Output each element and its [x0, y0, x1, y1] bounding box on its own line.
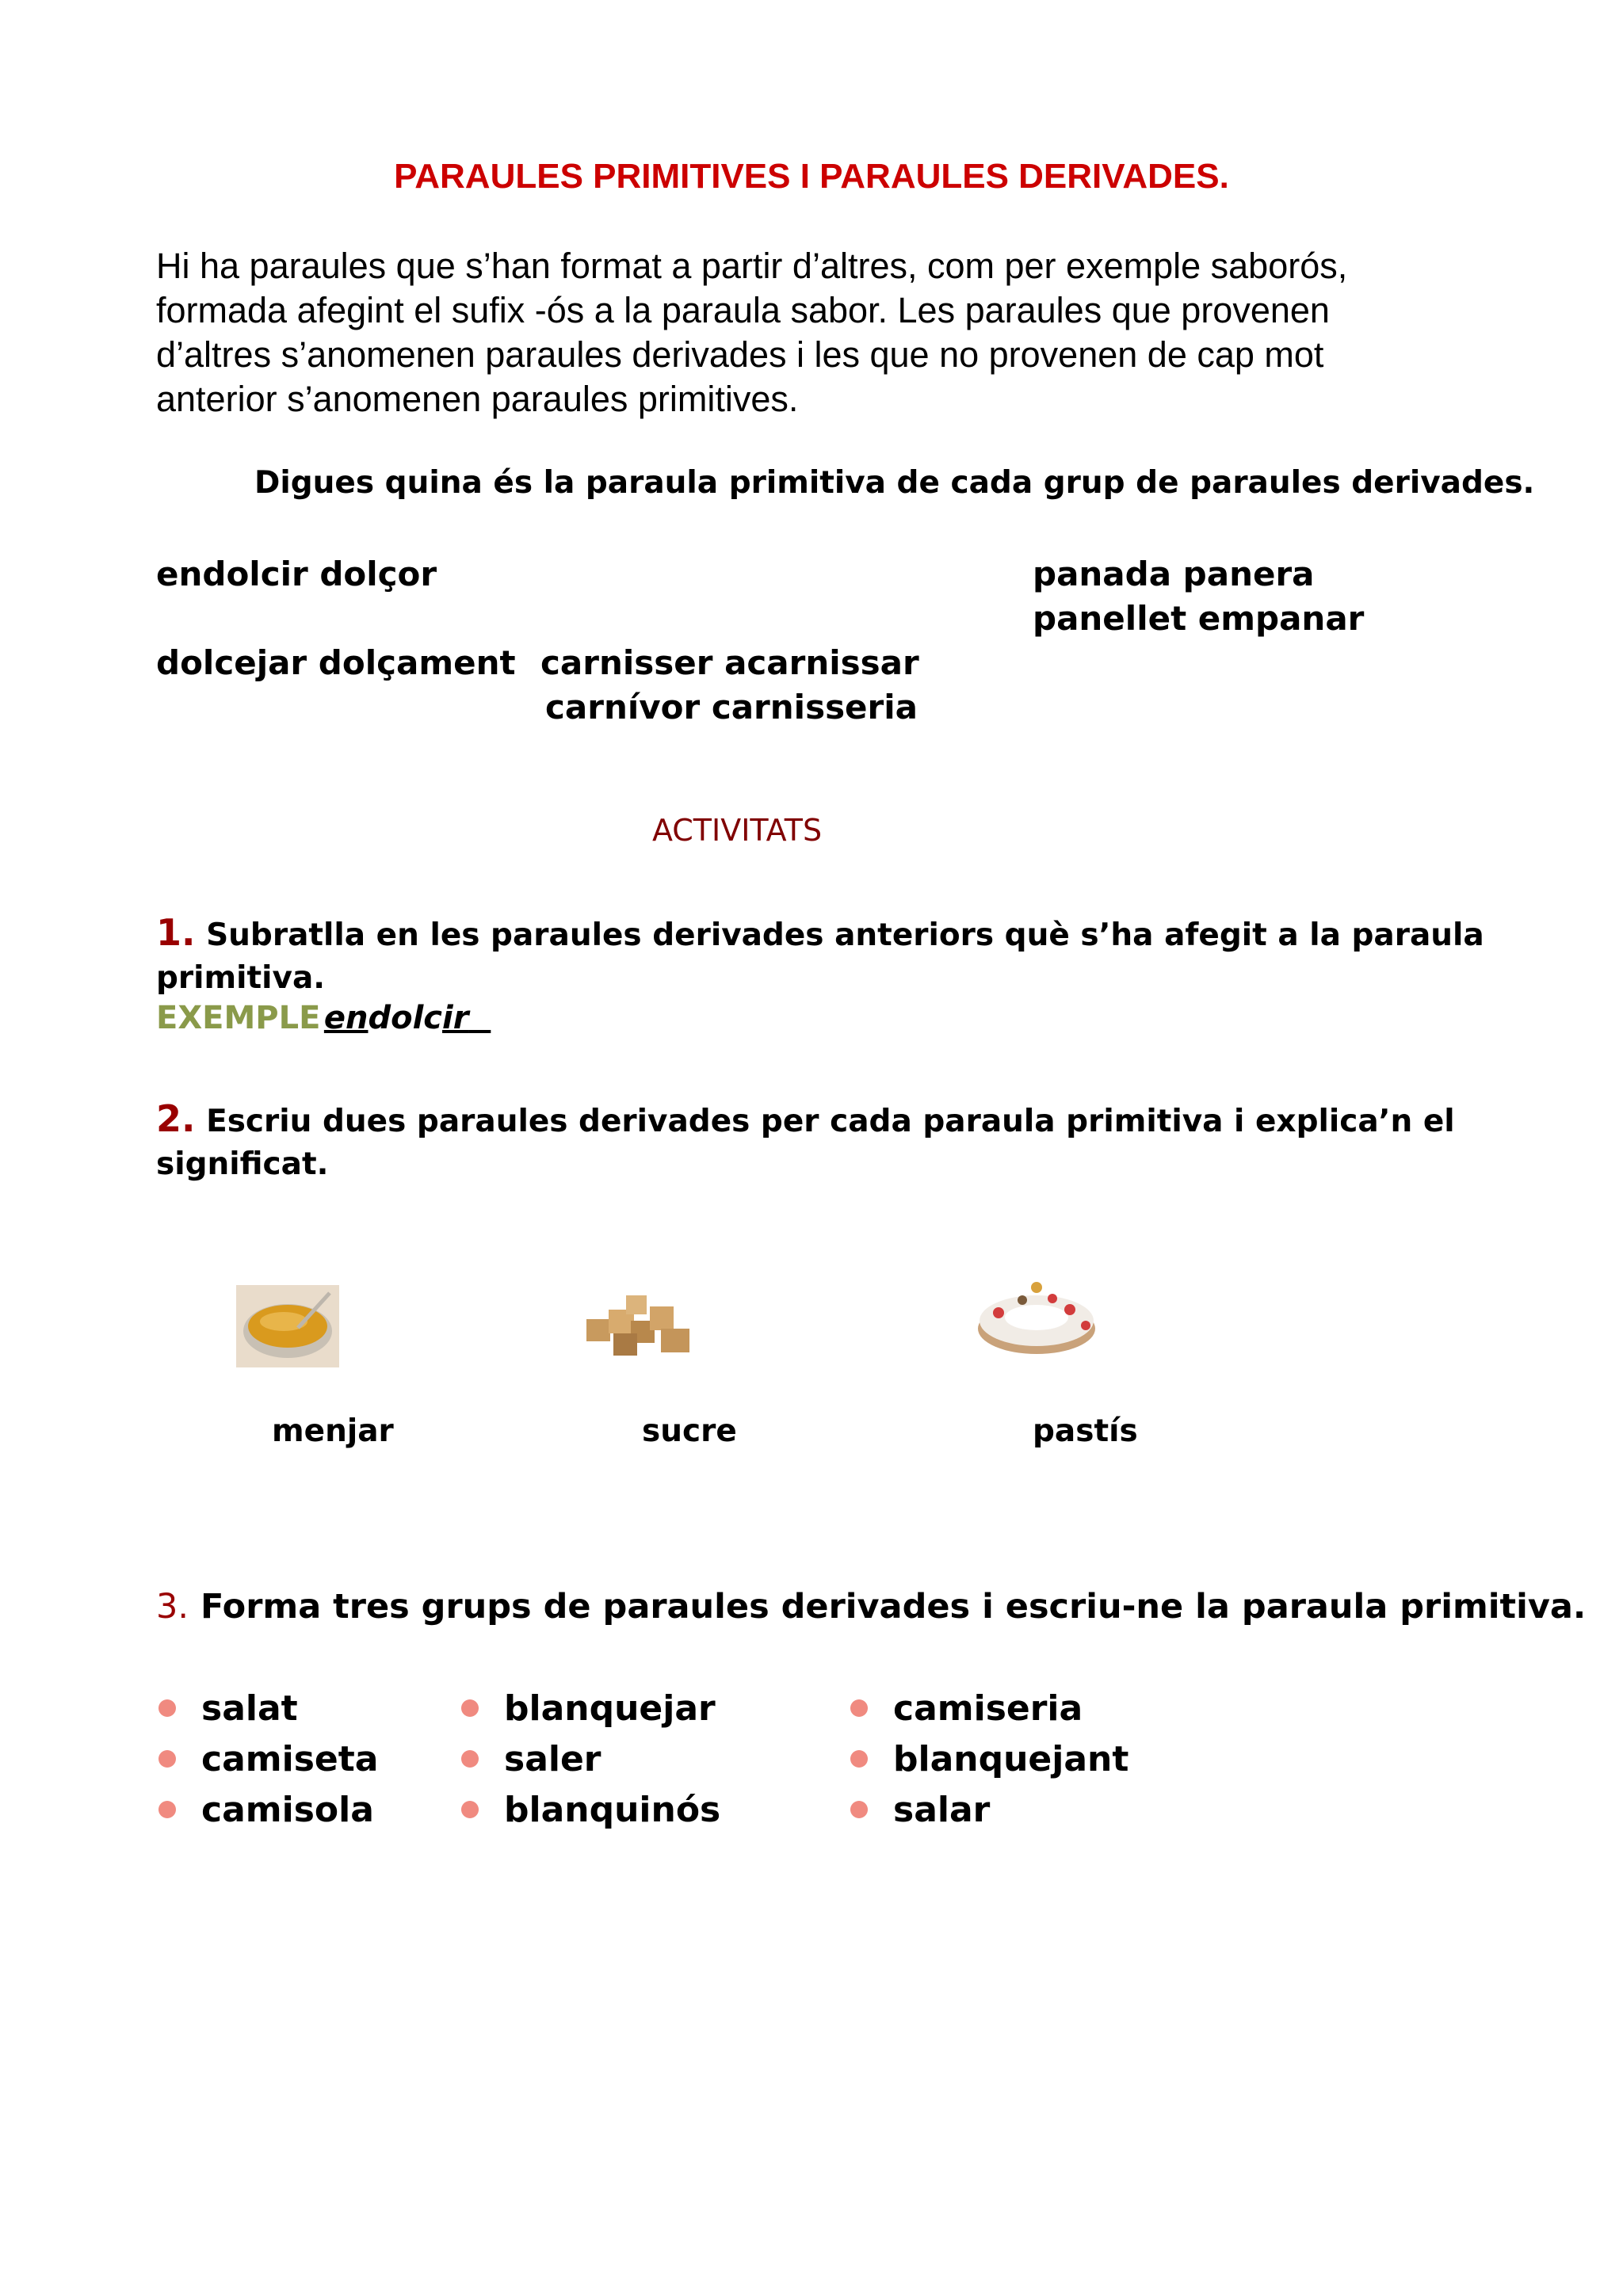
page-title: PARAULES PRIMITIVES I PARAULES DERIVADES. [394, 157, 1229, 196]
group-dolc-line1: endolcir dolçor [156, 555, 437, 593]
question-text: Escriu dues paraules derivades per cada paraula primitiva i explica’n el [206, 1104, 1455, 1139]
bullet-icon [461, 1801, 479, 1818]
bullet-icon [850, 1750, 868, 1768]
example-label: EXEMPLE [156, 1000, 321, 1036]
intro-line: anterior s’anomenen paraules primitives. [156, 379, 799, 419]
cake-image [975, 1272, 1098, 1359]
group-dolc-line2: dolcejar dolçament [156, 643, 516, 682]
bullet-icon [461, 1750, 479, 1768]
example-row [156, 1000, 491, 1036]
example-prefix: en [323, 1000, 369, 1036]
bullet-icon [461, 1699, 479, 1717]
instruction: Digues quina és la paraula primitiva de cada grup de paraules derivades. [254, 465, 1535, 501]
question-2 [156, 1096, 1455, 1145]
question-text: Forma tres grups de paraules derivades i escriu-ne la paraula primitiva. [200, 1587, 1587, 1627]
list-item: camisola [158, 1785, 378, 1836]
question-number: 2. [156, 1097, 196, 1140]
word-list-col1 [158, 1684, 378, 1836]
example-trail [468, 1000, 491, 1036]
bullet-icon [158, 1750, 176, 1768]
intro-paragraph [156, 244, 1472, 421]
question-number: 3. [156, 1587, 189, 1627]
word-list-col3 [850, 1684, 1128, 1836]
list-item: saler [461, 1734, 720, 1785]
sugar-cubes-image [579, 1287, 697, 1359]
list-item: blanquinós [461, 1785, 720, 1836]
list-item: salar [850, 1785, 1128, 1836]
word-list-col2 [461, 1684, 720, 1836]
bullet-icon [158, 1801, 176, 1818]
question-1 [156, 910, 1484, 959]
bullet-icon [850, 1699, 868, 1717]
intro-line: d’altres s’anomenen paraules derivades i les que no provenen de cap mot [156, 334, 1324, 375]
activities-heading: ACTIVITATS [651, 813, 823, 848]
example-suffix: ir [442, 1000, 469, 1036]
list-item: blanquejar [461, 1684, 720, 1734]
group-pa-line2: panellet empanar [1033, 599, 1365, 638]
intro-line: Hi ha paraules que s’han format a partir d’altres, com per exemple saborós, [156, 246, 1348, 286]
question-number: 1. [156, 911, 196, 954]
question-3 [156, 1587, 1586, 1627]
list-item: camiseria [850, 1684, 1128, 1734]
list-item: camiseta [158, 1734, 378, 1785]
bullet-icon [158, 1699, 176, 1717]
question-2-line2: significat. [156, 1146, 329, 1182]
intro-line: formada afegint el sufix -ós a la paraula sabor. Les paraules que provenen [156, 290, 1330, 330]
picture-label-menjar: menjar [272, 1413, 394, 1449]
group-pa-line1: panada panera [1033, 555, 1315, 593]
picture-label-pastis: pastís [1033, 1413, 1138, 1449]
question-text: Subratlla en les paraules derivades anteriors què s’ha afegit a la paraula [206, 917, 1484, 953]
group-carn-line1: carnisser acarnissar [540, 643, 919, 682]
example-word [324, 1000, 491, 1036]
group-carn-line2: carnívor carnisseria [545, 688, 918, 727]
question-1-line2: primitiva. [156, 960, 326, 996]
list-item: blanquejant [850, 1734, 1128, 1785]
bullet-icon [850, 1801, 868, 1818]
soup-bowl-image [236, 1285, 339, 1367]
picture-label-sucre: sucre [642, 1413, 737, 1449]
example-root: dolc [368, 1000, 443, 1036]
list-item: salat [158, 1684, 378, 1734]
